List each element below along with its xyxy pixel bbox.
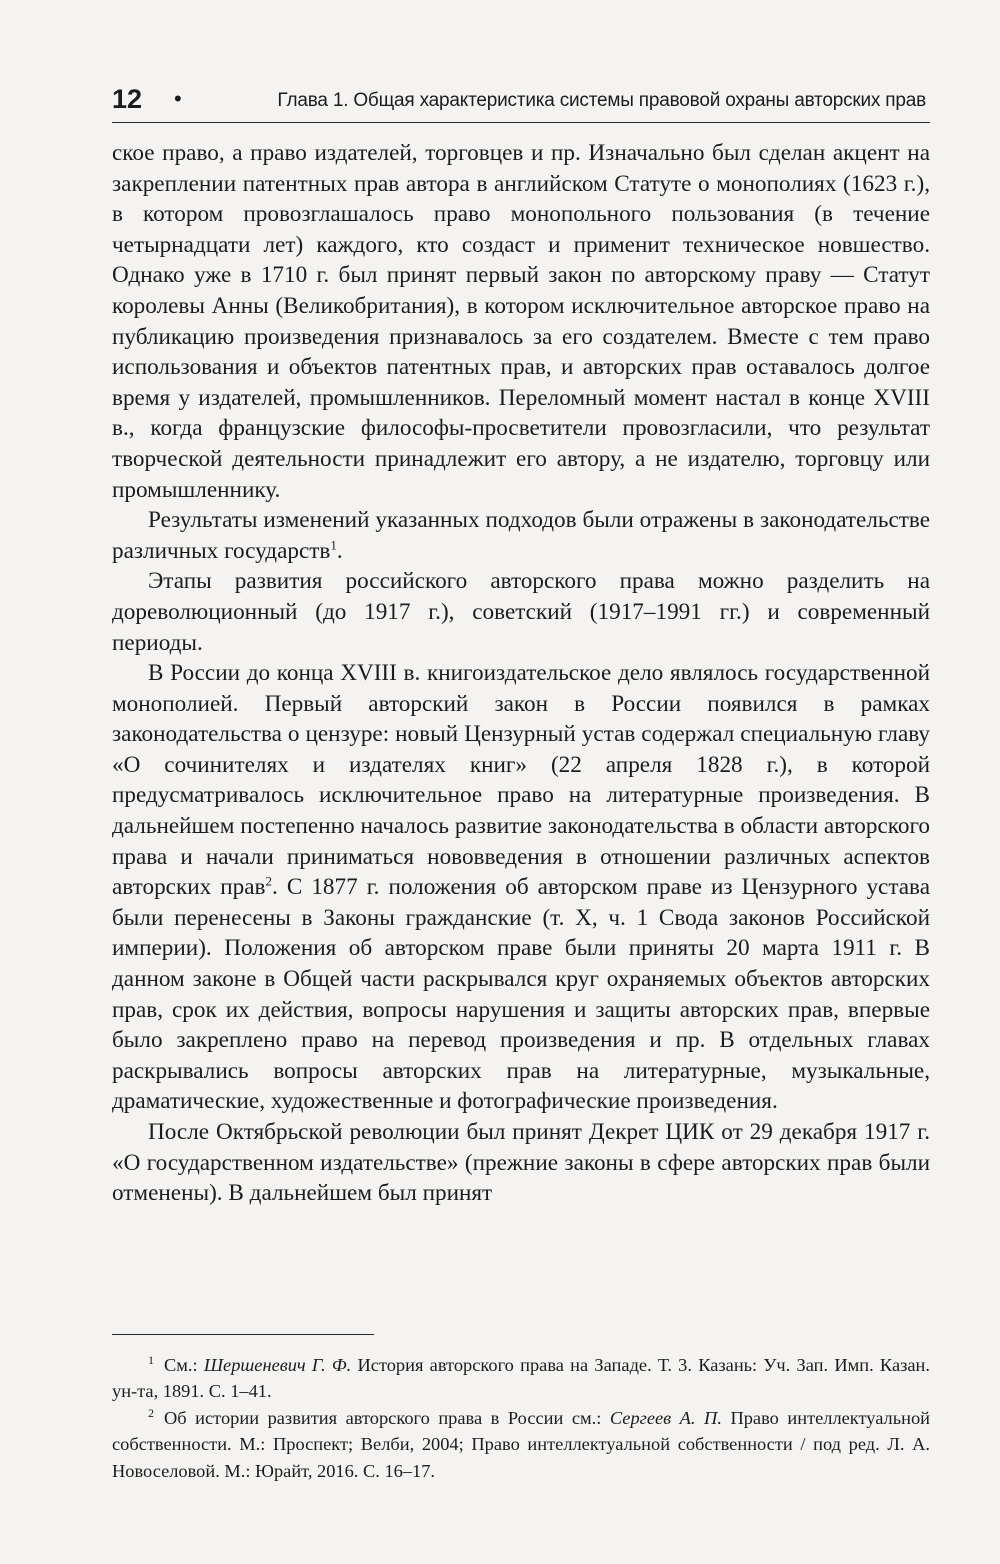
footnote-text: См.: [164, 1355, 204, 1375]
body-text [112, 138, 930, 1209]
bullet-separator: • [174, 86, 182, 111]
paragraph-1 [112, 138, 930, 505]
paragraph-text: ское право, а право издателей, торговцев и пр. Изначально был сделан акцент на закреплении патентных прав автора в английском Статуте о монополиях (1623 г.), в котором провозглашалось право монопольного пользования (в течение четырнадцати лет) каждого, кто создаст и применит техническое новшество. Однако уже в 1710 г. был принят первый закон по авторскому праву — Статут королевы Анны (Великобритания), в котором исключительное авторское право на публикацию произведения признавалось за его создателем. Вместе с тем право использования и объектов патентных прав, и авторских прав оставалось долгое время у издателей, промышленников. Переломный момент настал в конце XVIII в., когда французские философы-просветители провозгласили, что результат творческой деятельности принадлежит его автору, а не издателю, торговцу или промышленнику. [112, 140, 930, 503]
paragraph-2 [112, 505, 930, 566]
paragraph-text: Этапы развития российского авторского права можно разделить на дореволюционный (до 1917 г.), советский (1917–1991 гг.) и современный периоды. [112, 568, 930, 656]
page-number: 12 [112, 84, 143, 114]
footnotes [112, 1352, 930, 1484]
paragraph-4 [112, 658, 930, 1117]
footnote-text: Право интеллектуальной собственности. М.: Проспект; Велби, 2004; Право интеллектуальной собственности / под ред. Л. А. Новоселовой. М.: Юрайт, 2016. С. 16–17. [112, 1407, 930, 1481]
paragraph-3 [112, 566, 930, 658]
paragraph-text: В России до конца XVIII в. книгоиздательское дело являлось государственной монополией. Первый авторский закон в России появился в рамках законодательства о цензуре: новый Цензурный устав содержал специальную главу «О сочинителях и издателях книг» (22 апреля 1828 г.), в которой предусматривалось исключительное право на литературные произведения. В дальнейшем постепенно началось развитие законодательства в области авторского права и начали приниматься нововведения в отношении различных аспектов авторских прав [112, 660, 930, 901]
footnote-divider [112, 1334, 374, 1335]
footnote-ref-1[interactable]: 1 [330, 536, 337, 552]
footnote-number: 1 [148, 1352, 154, 1367]
footnote-number: 2 [148, 1405, 154, 1420]
running-head [112, 82, 930, 123]
footnote-1 [112, 1352, 930, 1405]
footnote-author: Сергеев А. П. [609, 1407, 722, 1428]
footnote-ref-2[interactable]: 2 [265, 873, 273, 889]
paragraph-text: После Октябрьской революции был принят Декрет ЦИК от 29 декабря 1917 г. «О государственном издательстве» (прежние законы в сфере авторских прав были отменены). В дальнейшем был принят [112, 1119, 930, 1207]
paragraph-text: Результаты изменений указанных подходов были отражены в законодательстве различных государств [112, 507, 930, 564]
footnote-text: Об истории развития авторского права в России см.: [164, 1407, 610, 1428]
footnote-text: История авторского права на Западе. Т. 3. Казань: Уч. Зап. Имп. Казан. ун-та, 1891. С. 1–41. [112, 1355, 930, 1402]
paragraph-text-after: . [336, 537, 343, 564]
paragraph-5 [112, 1117, 930, 1209]
footnote-author: Шершеневич Г. Ф. [203, 1355, 352, 1375]
chapter-title: Глава 1. Общая характеристика системы правовой охраны авторских прав [277, 90, 926, 111]
paragraph-text-after: . С 1877 г. положения об авторском праве из Цензурного устава были перенесены в Законы гражданские (т. X, ч. 1 Свода законов Российской империи). Положения об авторском праве были приняты 20 марта 1911 г. В данном законе в Общей части раскрывался круг охраняемых объектов авторских прав, срок их действия, вопросы нарушения и защиты авторских прав, впервые было закреплено право на перевод произведения и пр. В отдельных главах раскрывались вопросы авторских прав на литературные, музыкальные, драматические, художественные и фотографические произведения. [112, 874, 930, 1115]
footnote-2 [112, 1405, 930, 1484]
